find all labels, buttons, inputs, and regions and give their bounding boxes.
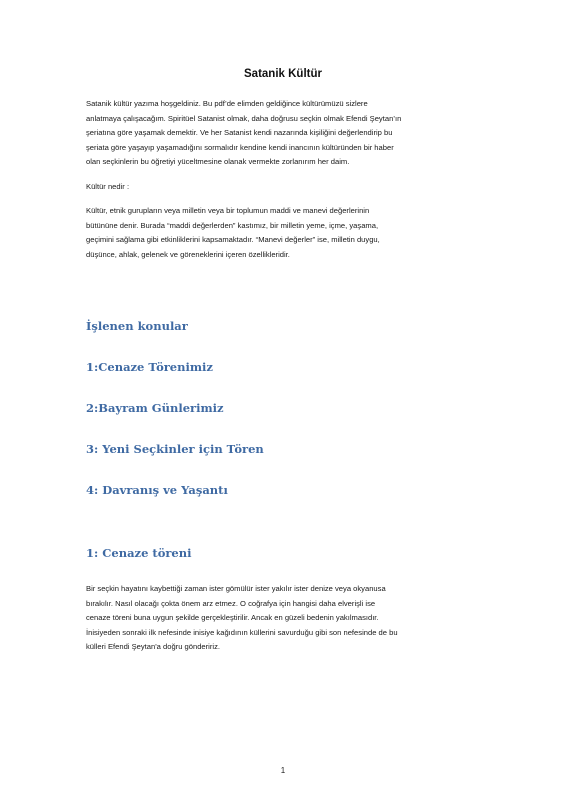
culture-label	[86, 180, 486, 195]
intro-line: Satanik kültür yazıma hoşgeldiniz. Bu pdf’de elimden geldiğince kültürümüzü sizlere	[86, 99, 368, 108]
section1-line: külleri Efendi Şeytan'a doğru göndeririz.	[86, 642, 220, 652]
page-number: 1	[280, 766, 286, 775]
topic-item: 1:Cenaze Törenimiz	[86, 360, 213, 374]
section1-line: Bir seçkin hayatını kaybettiği zaman ister gömülür ister yakılır ister denize veya okyanusa	[86, 584, 386, 593]
intro-line: şeriatına göre yaşamak demektir. Ve her Satanist kendi nazarında kişiliğini değerlendirip bu	[86, 128, 393, 138]
topic-item: 4: Davranış ve Yaşantı	[86, 483, 228, 497]
culture-line: geçimini sağlama gibi etkinliklerini kapsamaktadır. “Manevi değerler” ise, milletin duygu,	[86, 235, 380, 245]
document-title: Satanik Kültür	[244, 68, 322, 80]
culture-label-text: Kültür nedir :	[86, 182, 130, 191]
section1-line: bırakılır. Nasıl olacağı çokta önem arz etmez. O coğrafya için hangisi daha elverişli ise	[86, 598, 376, 608]
culture-line: düşünce, ahlak, gelenek ve göreneklerini içeren özellikleridir.	[86, 249, 290, 259]
section1-paragraph	[86, 582, 486, 655]
intro-line: olan seçkinlerin bu öğretiyi yüceltmesine olanak vermekte zorlanırım her daim.	[86, 157, 350, 167]
topic-item: 3: Yeni Seçkinler için Tören	[86, 442, 264, 456]
section1-line: cenaze töreni buna uygun şekilde gerçekleştirilir. Ancak en güzeli bedenin yakılmasıdır.	[86, 613, 379, 623]
culture-line: bütününe denir. Burada “maddi değerlerden” kastımız, bir milletin yeme, içme, yaşama,	[86, 220, 379, 230]
section1-heading: 1: Cenaze töreni	[86, 546, 192, 560]
culture-line: Kültür, etnik gurupların veya milletin veya bir toplumun maddi ve manevi değerlerinin	[86, 206, 370, 215]
culture-paragraph	[86, 204, 486, 262]
topics-heading: İşlenen konular	[86, 319, 188, 333]
section1-line: İnisiyeden sonraki ilk nefesinde inisiye kağıdının küllerini savurduğu gibi son nefesinde de bu	[86, 627, 398, 637]
topic-item: 2:Bayram Günlerimiz	[86, 401, 224, 415]
intro-paragraph	[86, 97, 486, 170]
intro-line: şeriata göre yaşayıp yaşamadığını sormalıdır kendine kendi inancının kültüründen bir haber	[86, 142, 394, 152]
intro-line: anlatmaya çalışacağım. Spiritüel Satanist olmak, daha doğrusu seçkin olmak Efendi Şeytan’ın	[86, 113, 402, 123]
